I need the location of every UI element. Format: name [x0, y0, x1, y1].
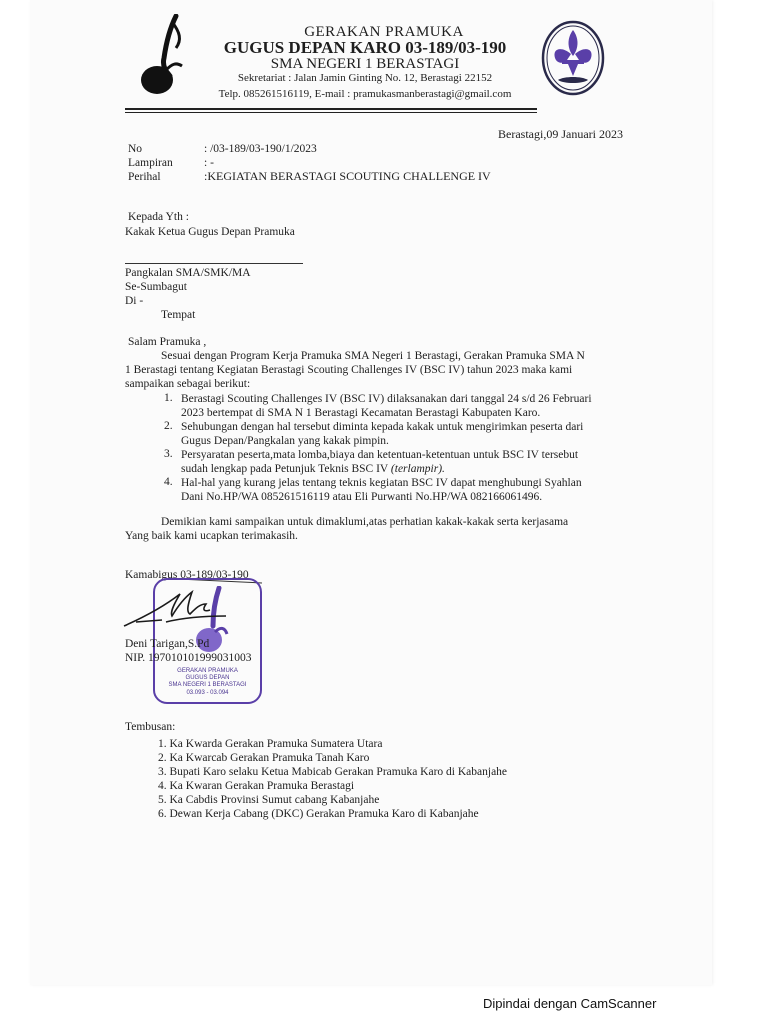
signer-nip: NIP. 197010101999031003	[125, 652, 252, 664]
pangkalan: Pangkalan SMA/SMK/MA	[125, 267, 251, 279]
perihal-value: :KEGIATAN BERASTAGI SCOUTING CHALLENGE IV	[204, 169, 491, 183]
no-value: : /03-189/03-190/1/2023	[204, 143, 317, 155]
item-3-num: 3.	[164, 448, 173, 460]
gudep-name: GUGUS DEPAN KARO 03-189/03-190	[223, 38, 507, 57]
header-rule-thin	[125, 112, 537, 113]
perihal-label: Perihal	[128, 171, 161, 183]
se-sumbagut: Se-Sumbagut	[125, 281, 187, 293]
signer-name: Deni Tarigan,S.Pd	[125, 638, 210, 650]
address: Sekretariat : Jalan Jamin Ginting No. 12, Berastagi 22152	[237, 72, 493, 84]
lampiran-value: : -	[204, 157, 214, 169]
item-3-line-2-text: sudah lengkap pada Petunjuk Teknis BSC IV	[181, 463, 389, 475]
tembusan-item: 4. Ka Kwaran Gerakan Pramuka Berastagi	[158, 780, 355, 792]
intro-line-3: sampaikan sebagai berikut:	[125, 378, 251, 390]
signer-title: Kamabigus 03-189/03-190	[125, 569, 249, 581]
school-name: SMA NEGERI 1 BERASTAGI	[270, 56, 460, 72]
closing-line-1: Demikian kami sampaikan untuk dimaklumi,atas perhatian kakak-kakak serta kerjasama	[161, 516, 569, 528]
camscanner-watermark: Dipindai dengan CamScanner	[483, 996, 657, 1011]
item-3-line-2	[181, 462, 445, 476]
tembusan-label: Tembusan:	[125, 721, 176, 733]
salam: Salam Pramuka ,	[128, 336, 207, 348]
item-3-line-1: Persyaratan peserta,mata lomba,biaya dan ketentuan-ketentuan untuk BSC IV tersebut	[181, 449, 579, 461]
stamp-line-4: 03.093 - 03.094	[186, 690, 229, 696]
item-1-line-1: Berastagi Scouting Challenges IV (BSC IV) dilaksanakan dari tanggal 24 s/d 26 Februari	[181, 393, 592, 405]
letter-date: Berastagi,09 Januari 2023	[498, 127, 623, 141]
tempat: Tempat	[161, 309, 196, 321]
tembusan-item: 5. Ka Cabdis Provinsi Sumut cabang Kabanjahe	[158, 794, 380, 806]
stamp-line-2: GUGUS DEPAN	[185, 675, 230, 681]
tembusan-item: 6. Dewan Kerja Cabang (DKC) Gerakan Pramuka Karo di Kabanjahe	[158, 808, 479, 820]
closing-line-2: Yang baik kami ucapkan terimakasih.	[125, 530, 298, 542]
stamp-line-3: SMA NEGERI 1 BERASTAGI	[168, 682, 247, 688]
recipient: Kakak Ketua Gugus Depan Pramuka	[125, 226, 295, 238]
item-4-num: 4.	[164, 476, 173, 488]
kepada-yth: Kepada Yth :	[128, 211, 189, 223]
lampiran-label: Lampiran	[128, 157, 173, 169]
stamp-line-1: GERAKAN PRAMUKA	[177, 668, 238, 674]
item-4-line-1: Hal-hal yang kurang jelas tentang teknis kegiatan BSC IV dapat menghubungi Syahlan	[181, 477, 582, 489]
header-rule	[125, 108, 537, 110]
item-4-line-2: Dani No.HP/WA 085261516119 atau Eli Purwanti No.HP/WA 082166061496.	[181, 491, 543, 503]
no-label: No	[128, 143, 143, 155]
handwritten-signature-icon	[122, 582, 232, 630]
di: Di -	[125, 295, 144, 307]
tembusan-item: 1. Ka Kwarda Gerakan Pramuka Sumatera Utara	[158, 738, 383, 750]
intro-line-2: 1 Berastagi tentang Kegiatan Berastagi Scouting Challenges IV (BSC IV) tahun 2023 maka kami	[125, 364, 573, 376]
item-2-num: 2.	[164, 420, 173, 432]
recipient-blank-line	[125, 263, 303, 264]
item-1-line-2: 2023 bertempat di SMA N 1 Berastagi Kecamatan Berastagi Kabupaten Karo.	[181, 407, 541, 419]
contact: Telp. 085261516119, E-mail : pramukasmanberastagi@gmail.com	[218, 88, 512, 100]
terlampir-text: (terlampir).	[390, 463, 445, 475]
item-2-line-2: Gugus Depan/Pangkalan yang kakak pimpin.	[181, 435, 389, 447]
intro-line-1: Sesuai dengan Program Kerja Pramuka SMA Negeri 1 Berastagi, Gerakan Pramuka SMA N	[161, 350, 585, 362]
org-name: GERAKAN PRAMUKA	[304, 24, 464, 40]
tembusan-item: 3. Bupati Karo selaku Ketua Mabicab Gerakan Pramuka Karo di Kabanjahe	[158, 766, 508, 778]
item-2-line-1: Sehubungan dengan hal tersebut diminta kepada kakak untuk mengirimkan peserta dari	[181, 421, 584, 433]
item-1-num: 1.	[164, 392, 173, 404]
tembusan-item: 2. Ka Kwarcab Gerakan Pramuka Tanah Karo	[158, 752, 370, 764]
